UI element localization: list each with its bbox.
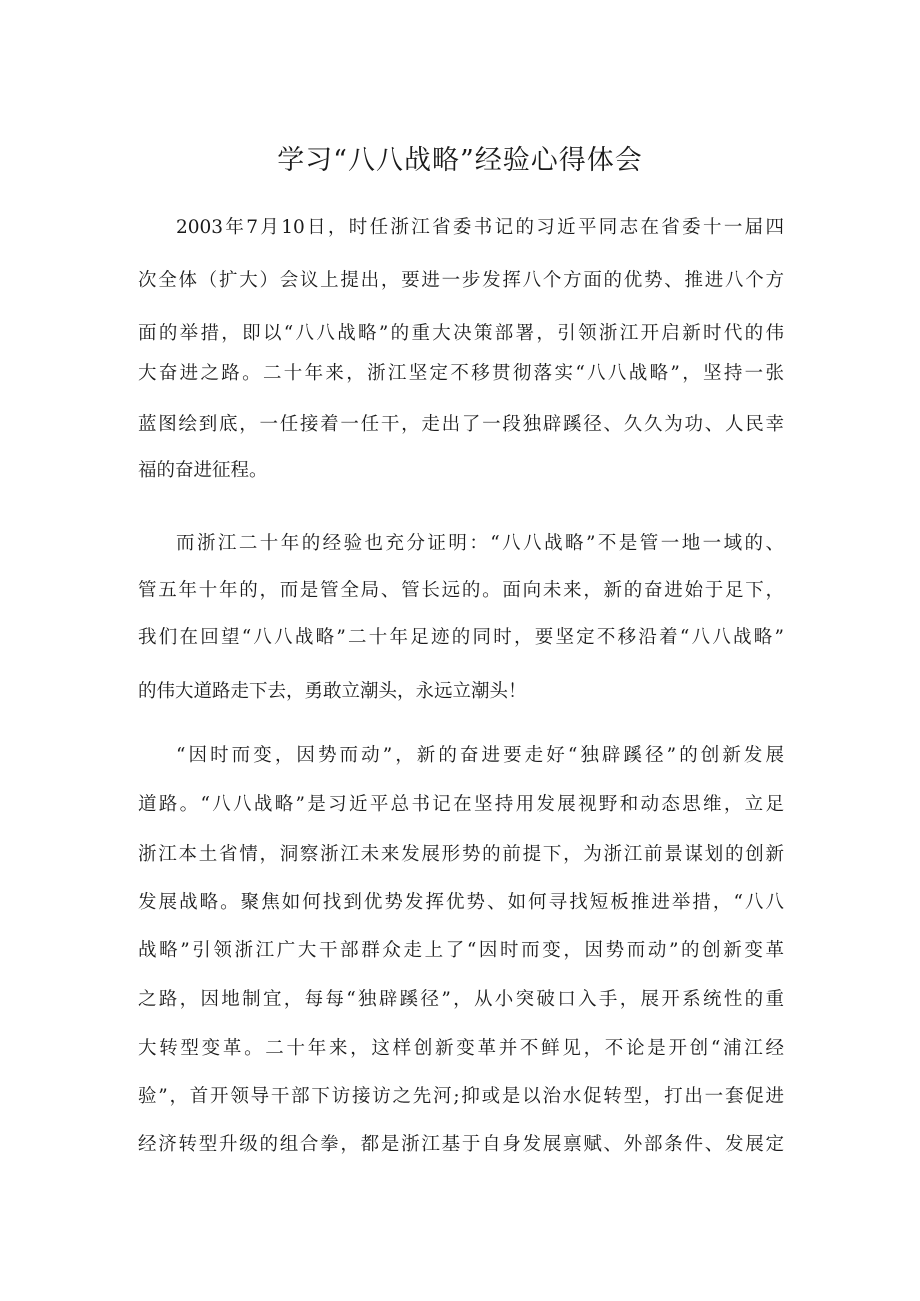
paragraph-2-line-3: 我们在回望“八八战略”二十年足迹的同时，要坚定不移沿着“八八战略” [138, 627, 784, 648]
paragraph-1-line-4: 大奋进之路。二十年来，浙江坚定不移贯彻落实“八八战略”，坚持一张 [138, 363, 784, 384]
paragraph-3-line-5: 战略”引领浙江广大干部群众走上了“因时而变，因势而动”的创新变革 [138, 940, 784, 961]
paragraph-1-line-2: 次全体（扩大）会议上提出，要进一步发挥八个方面的优势、推进八个方 [138, 270, 784, 291]
paragraph-2-line-2: 管五年十年的，而是管全局、管长远的。面向未来，新的奋进始于足下， [138, 580, 784, 601]
paragraph-3-line-1: “因时而变，因势而动”，新的奋进要走好“独辟蹊径”的创新发展 [176, 745, 784, 766]
paragraph-3-line-2: 道路。“八八战略”是习近平总书记在坚持用发展视野和动态思维，立足 [138, 794, 784, 815]
paragraph-3-line-9: 经济转型升级的组合拳，都是浙江基于自身发展禀赋、外部条件、发展定 [138, 1134, 784, 1155]
paragraph-1-line-5: 蓝图绘到底，一任接着一任干，走出了一段独辟蹊径、久久为功、人民幸 [138, 414, 784, 435]
paragraph-3-line-8: 验”，首开领导干部下访接访之先河;抑或是以治水促转型，打出一套促进 [138, 1086, 784, 1107]
paragraph-2-line-4: 的伟大道路走下去，勇敢立潮头，永远立潮头！ [138, 681, 527, 702]
paragraph-2-line-1: 而浙江二十年的经验也充分证明：“八八战略”不是管一地一域的、 [176, 533, 784, 554]
paragraph-1-line-3: 面的举措，即以“八八战略”的重大决策部署，引领浙江开启新时代的伟 [138, 323, 784, 344]
paragraph-1-line-1: 2003年7月10日，时任浙江省委书记的习近平同志在省委十一届四 [176, 217, 784, 238]
document-title: 学习“八八战略”经验心得体会 [277, 145, 643, 176]
paragraph-3-line-7: 大转型变革。二十年来，这样创新变革并不鲜见，不论是开创“浦江经 [138, 1038, 784, 1059]
paragraph-3-line-3: 浙江本土省情，洞察浙江未来发展形势的前提下，为浙江前景谋划的创新 [138, 844, 784, 865]
paragraph-1-line-6: 福的奋进征程。 [138, 460, 268, 481]
paragraph-3-line-4: 发展战略。聚焦如何找到优势发挥优势、如何寻找短板推进举措，“八八 [138, 892, 784, 913]
paragraph-3-line-6: 之路，因地制宜，每每“独辟蹊径”，从小突破口入手，展开系统性的重 [138, 989, 784, 1010]
